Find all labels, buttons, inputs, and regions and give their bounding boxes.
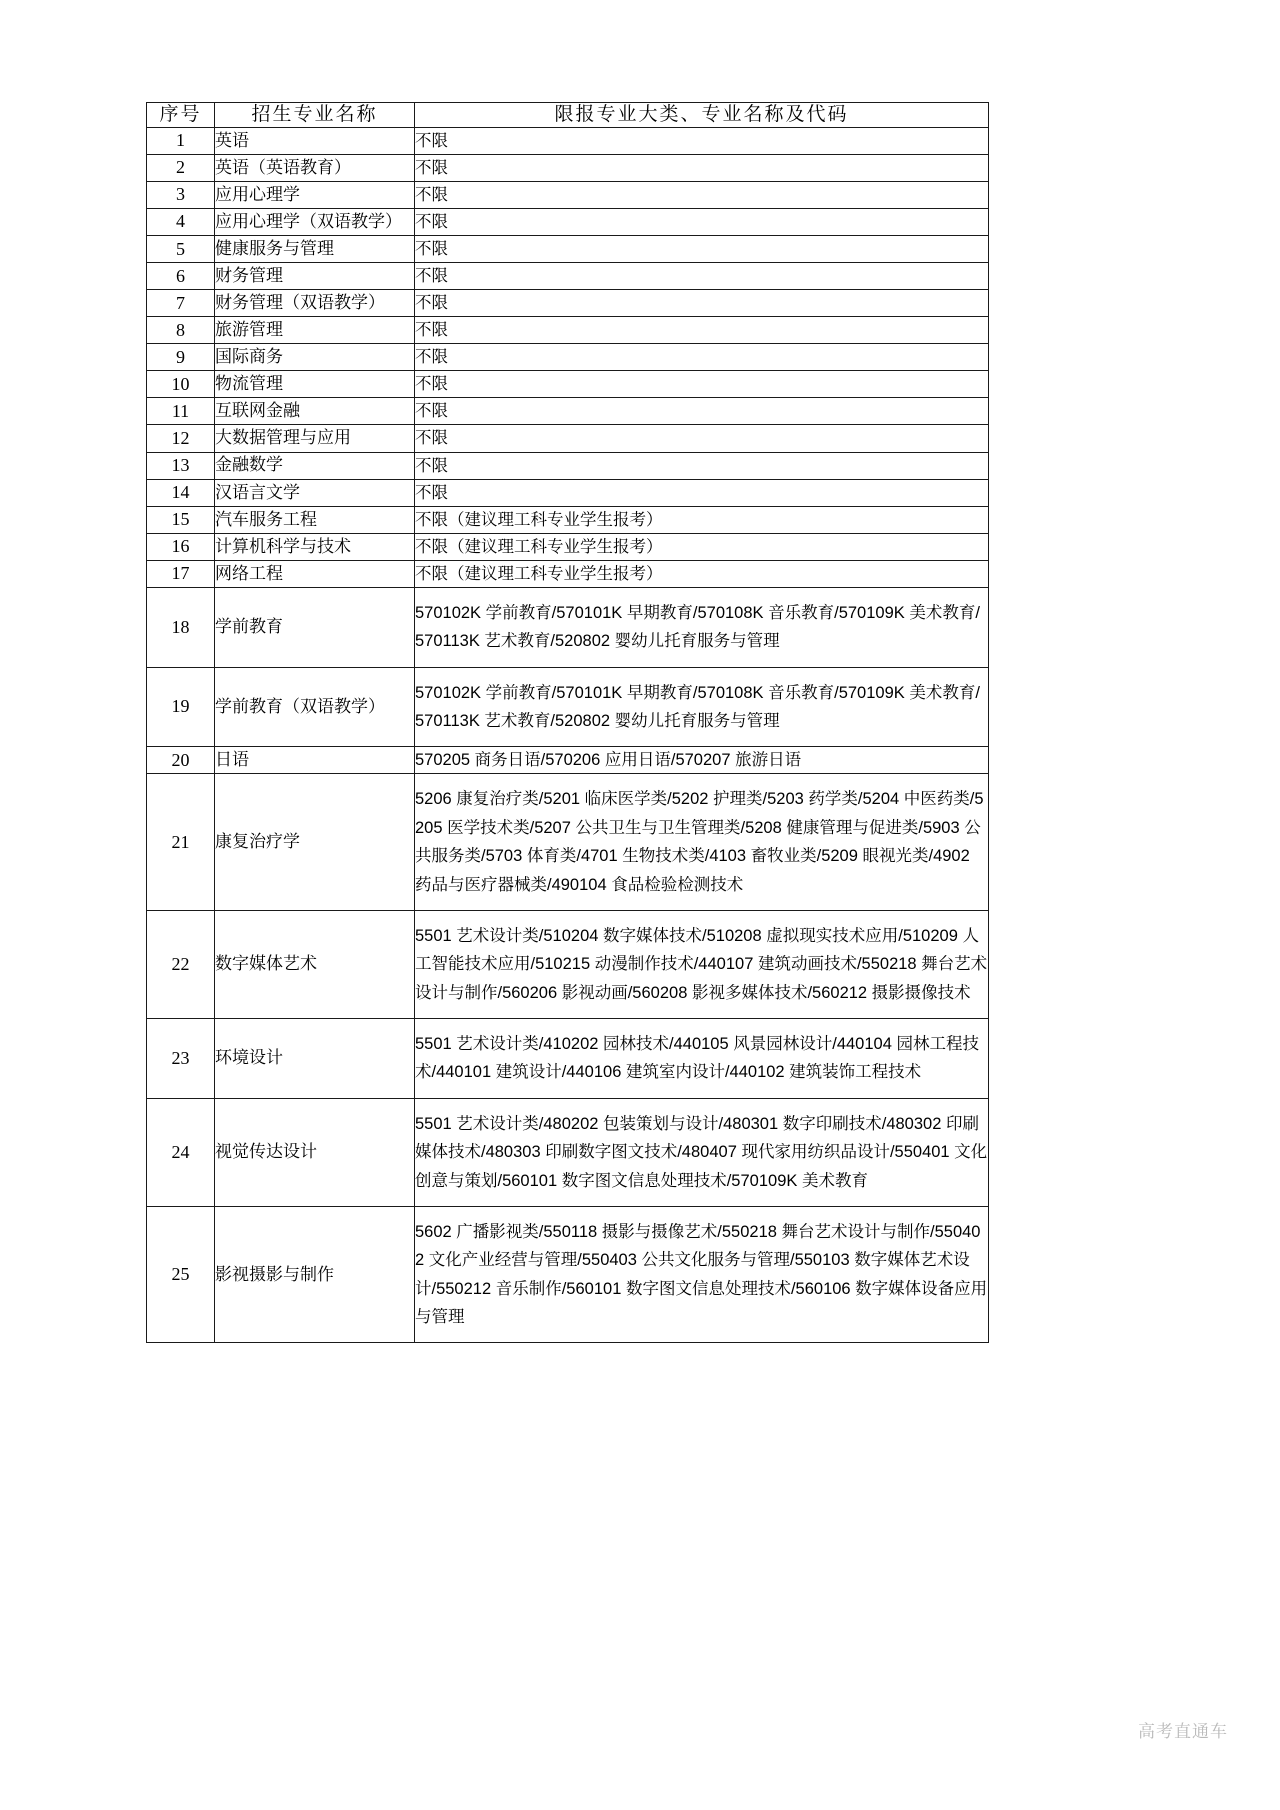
- table-header-row: [147, 103, 989, 128]
- major-name-cell: 财务管理（双语教学）: [215, 290, 415, 317]
- major-name-cell: 互联网金融: [215, 398, 415, 425]
- table-row: [147, 263, 989, 290]
- table-row: [147, 344, 989, 371]
- major-name-cell: 计算机科学与技术: [215, 533, 415, 560]
- table-row: [147, 317, 989, 344]
- major-name-cell: 财务管理: [215, 263, 415, 290]
- row-index-cell: 14: [147, 479, 215, 506]
- restriction-cell: 不限: [415, 236, 989, 263]
- table-header: [147, 103, 989, 128]
- table-row: [147, 208, 989, 235]
- restriction-cell: 不限: [415, 290, 989, 317]
- table-row: [147, 560, 989, 587]
- row-index-cell: 24: [147, 1098, 215, 1206]
- major-name-cell: 汽车服务工程: [215, 506, 415, 533]
- table-row: [147, 127, 989, 154]
- row-index-cell: 10: [147, 371, 215, 398]
- major-name-cell: 英语: [215, 127, 415, 154]
- table-row: [147, 1019, 989, 1099]
- row-index-cell: 15: [147, 506, 215, 533]
- table-row: [147, 587, 989, 667]
- restriction-cell: 5501 艺术设计类/510204 数字媒体技术/510208 虚拟现实技术应用/510209 人工智能技术应用/510215 动漫制作技术/440107 建筑动画技术/550218 舞台艺术设计与制作/560206 影视动画/560208 影视多媒体技术/560212 摄影摄像技术: [415, 910, 989, 1018]
- restriction-cell: 不限: [415, 398, 989, 425]
- table-row: [147, 774, 989, 911]
- major-name-cell: 学前教育: [215, 587, 415, 667]
- major-name-cell: 影视摄影与制作: [215, 1206, 415, 1343]
- restriction-cell: 5206 康复治疗类/5201 临床医学类/5202 护理类/5203 药学类/5204 中医药类/5205 医学技术类/5207 公共卫生与卫生管理类/5208 健康管理与促进类/5903 公共服务类/5703 体育类/4701 生物技术类/4103 畜牧业类/5209 眼视光类/4902 药品与医疗器械类/490104 食品检验检测技术: [415, 774, 989, 911]
- row-index-cell: 1: [147, 127, 215, 154]
- restriction-cell: 5602 广播影视类/550118 摄影与摄像艺术/550218 舞台艺术设计与制作/550402 文化产业经营与管理/550403 公共文化服务与管理/550103 数字媒体艺术设计/550212 音乐制作/560101 数字图文信息处理技术/560106 数字媒体设备应用与管理: [415, 1206, 989, 1343]
- major-name-cell: 数字媒体艺术: [215, 910, 415, 1018]
- row-index-cell: 12: [147, 425, 215, 452]
- table-row: [147, 154, 989, 181]
- major-name-cell: 汉语言文学: [215, 479, 415, 506]
- major-restriction-table-wrapper: [146, 102, 988, 1343]
- restriction-cell: 不限: [415, 452, 989, 479]
- major-name-cell: 英语（英语教育）: [215, 154, 415, 181]
- restriction-cell: 570102K 学前教育/570101K 早期教育/570108K 音乐教育/570109K 美术教育/570113K 艺术教育/520802 婴幼儿托育服务与管理: [415, 667, 989, 747]
- column-header-major-name: 招生专业名称: [215, 103, 415, 128]
- major-name-cell: 网络工程: [215, 560, 415, 587]
- row-index-cell: 6: [147, 263, 215, 290]
- restriction-cell: 不限: [415, 127, 989, 154]
- restriction-cell: 5501 艺术设计类/410202 园林技术/440105 风景园林设计/440104 园林工程技术/440101 建筑设计/440106 建筑室内设计/440102 建筑装饰工程技术: [415, 1019, 989, 1099]
- row-index-cell: 17: [147, 560, 215, 587]
- major-name-cell: 旅游管理: [215, 317, 415, 344]
- row-index-cell: 21: [147, 774, 215, 911]
- major-name-cell: 日语: [215, 747, 415, 774]
- major-name-cell: 学前教育（双语教学）: [215, 667, 415, 747]
- table-row: [147, 506, 989, 533]
- row-index-cell: 5: [147, 236, 215, 263]
- column-header-restriction: 限报专业大类、专业名称及代码: [415, 103, 989, 128]
- restriction-cell: 570102K 学前教育/570101K 早期教育/570108K 音乐教育/570109K 美术教育/570113K 艺术教育/520802 婴幼儿托育服务与管理: [415, 587, 989, 667]
- major-name-cell: 环境设计: [215, 1019, 415, 1099]
- major-name-cell: 金融数学: [215, 452, 415, 479]
- row-index-cell: 7: [147, 290, 215, 317]
- row-index-cell: 18: [147, 587, 215, 667]
- table-row: [147, 533, 989, 560]
- row-index-cell: 9: [147, 344, 215, 371]
- restriction-cell: 不限（建议理工科专业学生报考）: [415, 506, 989, 533]
- table-row: [147, 398, 989, 425]
- restriction-cell: 不限: [415, 154, 989, 181]
- major-name-cell: 物流管理: [215, 371, 415, 398]
- row-index-cell: 19: [147, 667, 215, 747]
- row-index-cell: 13: [147, 452, 215, 479]
- row-index-cell: 3: [147, 181, 215, 208]
- row-index-cell: 8: [147, 317, 215, 344]
- table-row: [147, 425, 989, 452]
- table-row: [147, 667, 989, 747]
- watermark-label: 高考直通车: [1138, 1722, 1228, 1741]
- restriction-cell: 5501 艺术设计类/480202 包装策划与设计/480301 数字印刷技术/480302 印刷媒体技术/480303 印刷数字图文技术/480407 现代家用纺织品设计/550401 文化创意与策划/560101 数字图文信息处理技术/570109K 美术教育: [415, 1098, 989, 1206]
- table-row: [147, 747, 989, 774]
- table-row: [147, 452, 989, 479]
- table-row: [147, 910, 989, 1018]
- restriction-cell: 不限: [415, 371, 989, 398]
- major-name-cell: 大数据管理与应用: [215, 425, 415, 452]
- table-row: [147, 1098, 989, 1206]
- restriction-cell: 不限（建议理工科专业学生报考）: [415, 533, 989, 560]
- row-index-cell: 11: [147, 398, 215, 425]
- table-body: [147, 127, 989, 1343]
- restriction-cell: 不限: [415, 208, 989, 235]
- restriction-cell: 不限: [415, 344, 989, 371]
- row-index-cell: 25: [147, 1206, 215, 1343]
- major-name-cell: 国际商务: [215, 344, 415, 371]
- row-index-cell: 4: [147, 208, 215, 235]
- row-index-cell: 22: [147, 910, 215, 1018]
- restriction-cell: 不限: [415, 479, 989, 506]
- table-row: [147, 371, 989, 398]
- table-row: [147, 290, 989, 317]
- restriction-cell: 不限: [415, 263, 989, 290]
- restriction-cell: 不限: [415, 425, 989, 452]
- restriction-cell: 不限（建议理工科专业学生报考）: [415, 560, 989, 587]
- restriction-cell: 570205 商务日语/570206 应用日语/570207 旅游日语: [415, 747, 989, 774]
- table-row: [147, 1206, 989, 1343]
- table-row: [147, 181, 989, 208]
- major-restriction-table: [146, 102, 989, 1343]
- row-index-cell: 20: [147, 747, 215, 774]
- major-name-cell: 健康服务与管理: [215, 236, 415, 263]
- major-name-cell: 视觉传达设计: [215, 1098, 415, 1206]
- row-index-cell: 23: [147, 1019, 215, 1099]
- table-row: [147, 479, 989, 506]
- major-name-cell: 应用心理学（双语教学）: [215, 208, 415, 235]
- table-row: [147, 236, 989, 263]
- major-name-cell: 应用心理学: [215, 181, 415, 208]
- major-name-cell: 康复治疗学: [215, 774, 415, 911]
- restriction-cell: 不限: [415, 317, 989, 344]
- restriction-cell: 不限: [415, 181, 989, 208]
- column-header-index: 序号: [147, 103, 215, 128]
- row-index-cell: 16: [147, 533, 215, 560]
- row-index-cell: 2: [147, 154, 215, 181]
